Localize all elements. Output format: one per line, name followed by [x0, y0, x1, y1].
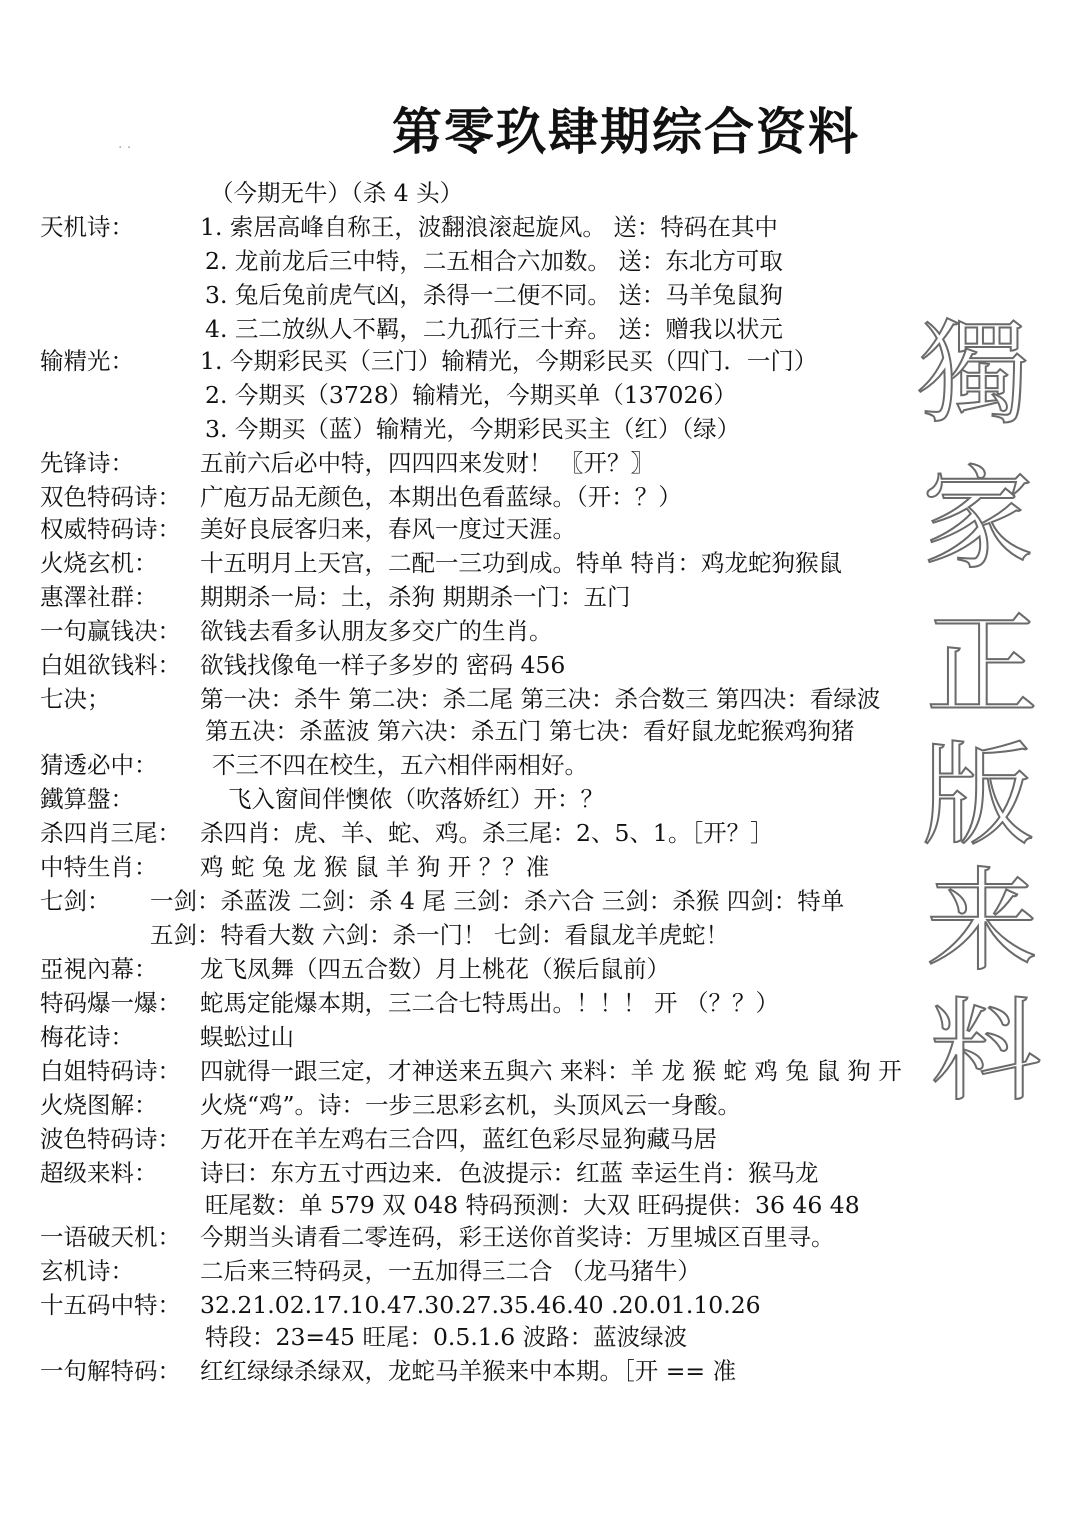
xianfeng-poem-text: 五前六后必中特，四四四来发财！ 〖开？〗 — [200, 449, 654, 477]
label-bose-tema-poem: 波色特码诗： — [40, 1125, 181, 1153]
tema-baoyibao-text: 蛇馬定能爆本期，三二合七特馬出。！！！ 开 （？？） — [200, 989, 779, 1017]
shu-jing-guang-line-3: 3. 今期买（蓝）输精光，今期彩民买主（红）（绿） — [205, 415, 741, 443]
quanwei-poem-text: 美好良辰客归来，春风一度过天涯。 — [200, 515, 576, 543]
label-shiwu-ma-zhongte: 十五码中特： — [40, 1291, 181, 1319]
label-tianji-poem: 天机诗： — [40, 213, 134, 241]
label-meihua-poem: 梅花诗： — [40, 1023, 134, 1051]
label-shuangse-poem: 双色特码诗： — [40, 483, 181, 511]
huoshao-xuanji-text: 十五明月上天宫，二配一三功到成。特单 特肖：鸡龙蛇狗猴鼠 — [200, 549, 842, 577]
sha-sixiao-sanwei-text: 杀四肖：虎、羊、蛇、鸡。杀三尾：2、5、1。［开？］ — [200, 819, 774, 847]
label-tie-suanpan: 鐵算盤： — [40, 785, 134, 813]
tianji-line-2: 2. 龙前龙后三中特，二五相合六加数。 送：东北方可取 — [205, 247, 783, 275]
chaoji-lailiao-line-1: 诗曰：东方五寸西边来．色波提示：红蓝 幸运生肖：猴马龙 — [200, 1159, 819, 1187]
caitou-bizhong-text: 不三不四在校生，五六相伴兩相好。 — [212, 751, 588, 779]
baijie-yuqian-text: 欲钱找像龟一样子多岁的 密码 456 — [200, 651, 566, 679]
label-huoshao-xuanji: 火烧玄机： — [40, 549, 158, 577]
scan-dots: · · — [118, 140, 132, 156]
yashi-neimu-text: 龙飞凤舞（四五合数）月上桃花（猴后鼠前） — [200, 955, 670, 983]
label-qi-jue: 七决； — [40, 685, 111, 713]
watermark-char-1: 獨 — [918, 309, 1030, 439]
label-chaoji-lailiao: 超级来料： — [40, 1159, 158, 1187]
label-caitou-bizhong: 猜透必中： — [40, 751, 158, 779]
label-yashi-neimu: 亞視內幕： — [40, 955, 158, 983]
xuanji-poem-text: 二后来三特码灵，一五加得三二合 （龙马猪牛） — [200, 1257, 701, 1285]
chaoji-lailiao-line-2: 旺尾数：单 579 双 048 特码预测：大双 旺码提供：36 46 48 — [205, 1191, 860, 1219]
huize-shequn-text: 期期杀一局：土，杀狗 期期杀一门：五门 — [200, 583, 631, 611]
tie-suanpan-text: 飞入窗间伴懊侬（吹落娇红）开：？ — [228, 785, 604, 813]
watermark-char-2: 家 — [922, 455, 1034, 585]
yiju-yingqian-text: 欲钱去看多认朋友多交广的生肖。 — [200, 617, 553, 645]
qi-jue-line-2: 第五决：杀蓝波 第六决：杀五门 第七决：看好鼠龙蛇猴鸡狗猪 — [205, 717, 855, 745]
tianji-line-4: 4. 三二放纵人不羁，二九孤行三十弃。 送：赠我以状元 — [205, 315, 783, 343]
shiwu-ma-numbers: 32.21.02.17.10.47.30.27.35.46.40 .20.01.10.26 — [200, 1291, 761, 1319]
label-zhongte-shengxiao: 中特生肖： — [40, 853, 158, 881]
label-shu-jing-guang: 输精光： — [40, 347, 134, 375]
tema-duan-weishu-bolu: 特段：23=45 旺尾：0.5.1.6 波路：蓝波绿波 — [205, 1323, 688, 1351]
label-yiju-yingqian: 一句赢钱决： — [40, 617, 181, 645]
label-yiyu-potianji: 一语破天机： — [40, 1223, 181, 1251]
label-baijie-yuqian: 白姐欲钱料： — [40, 651, 181, 679]
label-tema-baoyibao: 特码爆一爆： — [40, 989, 181, 1017]
label-baijie-tema-poem: 白姐特码诗： — [40, 1057, 181, 1085]
page-subtitle: （今期无牛）（杀 4 头） — [210, 179, 464, 207]
meihua-poem-text: 蜈蚣过山 — [200, 1023, 294, 1051]
watermark-char-5: 来 — [926, 857, 1038, 987]
yiyu-potianji-text: 今期当头请看二零连码，彩王送你首奖诗：万里城区百里寻。 — [200, 1223, 835, 1251]
label-sha-sixiao-sanwei: 杀四肖三尾： — [40, 819, 181, 847]
watermark-char-4: 版 — [922, 731, 1034, 861]
shu-jing-guang-line-2: 2. 今期买（3728）输精光，今期买单（137026） — [205, 381, 737, 409]
shuangse-poem-text: 广庖万品无颜色，本期出色看蓝绿。（开：？） — [200, 483, 682, 511]
watermark-char-3: 正 — [926, 601, 1038, 731]
shu-jing-guang-line-1: 1. 今期彩民买（三门）输精光，今期彩民买（四门．一门） — [200, 347, 818, 375]
qi-jue-line-1: 第一决：杀牛 第二决：杀二尾 第三决：杀合数三 第四决：看绿波 — [200, 685, 881, 713]
baijie-tema-poem-text: 四就得一跟三定，才神送来五與六 来料：羊 龙 猴 蛇 鸡 兔 鼠 狗 开 — [200, 1057, 902, 1085]
bose-tema-poem-text: 万花开在羊左鸡右三合四，蓝红色彩尽显狗藏马居 — [200, 1125, 717, 1153]
watermark-char-6: 料 — [930, 987, 1042, 1117]
tianji-line-1: 1. 索居高峰自称王，波翻浪滚起旋风。 送：特码在其中 — [200, 213, 778, 241]
label-huize-shequn: 惠澤社群： — [40, 583, 158, 611]
label-qi-jian: 七剑： — [40, 887, 111, 915]
yiju-jie-tema-text: 红红绿绿杀绿双，龙蛇马羊猴来中本期。［开 == 准 — [200, 1357, 737, 1385]
qi-jian-line-2: 五剑：特看大数 六剑：杀一门！ 七剑：看鼠龙羊虎蛇！ — [150, 921, 729, 949]
label-huoshao-tujie: 火烧图解： — [40, 1091, 158, 1119]
label-xuanji-poem: 玄机诗： — [40, 1257, 134, 1285]
qi-jian-line-1: 一剑：杀蓝泼 二剑：杀 4 尾 三剑：杀六合 三剑：杀猴 四剑：特单 — [150, 887, 845, 915]
label-quanwei-poem: 权威特码诗： — [40, 515, 181, 543]
label-xianfeng-poem: 先锋诗： — [40, 449, 134, 477]
huoshao-tujie-text: 火烧“鸡”。诗：一步三思彩玄机，头顶风云一身酸。 — [200, 1091, 742, 1119]
label-yiju-jie-tema: 一句解特码： — [40, 1357, 181, 1385]
page-title: 第零玖肆期综合资料 — [392, 102, 860, 161]
tianji-line-3: 3. 兔后兔前虎气凶，杀得一二便不同。 送：马羊兔鼠狗 — [205, 281, 783, 309]
zhongte-shengxiao-text: 鸡 蛇 兔 龙 猴 鼠 羊 狗 开 ？？准 — [200, 853, 550, 881]
